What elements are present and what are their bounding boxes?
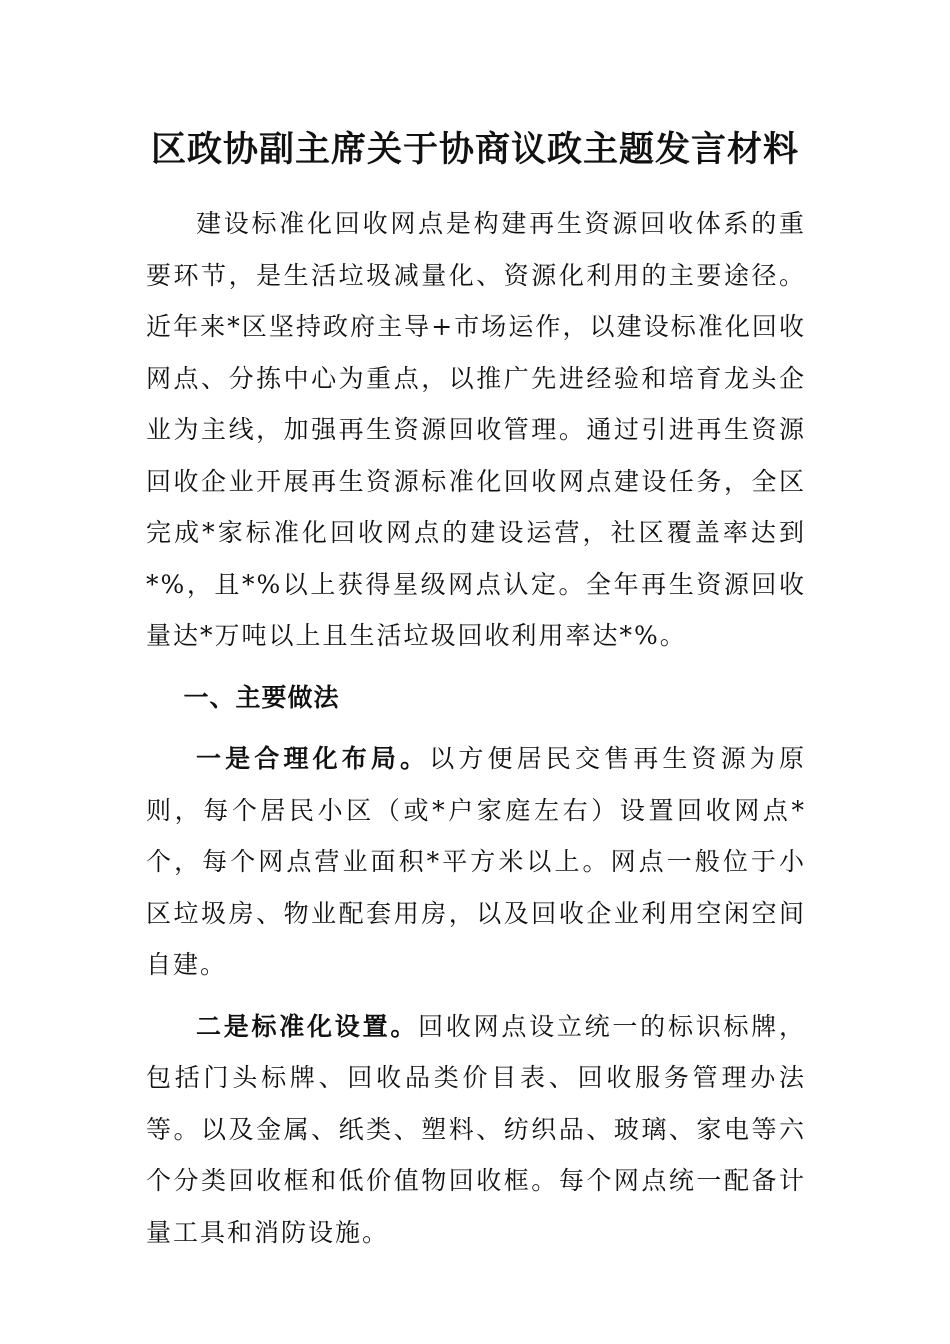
intro-paragraph: 建设标准化回收网点是构建再生资源回收体系的重要环节，是生活垃圾减量化、资源化利用的主要途径。近年来*区坚持政府主导+市场运作，以建设标准化回收网点、分拣中心为重点，以推广先进经验和培育龙头企业为主线，加强再生资源回收管理。通过引进再生资源回收企业开展再生资源标准化回收网点建设任务，全区完成*家标准化回收网点的建设运营，社区覆盖率达到*%，且*%以上获得星级网点认定。全年再生资源回收量达*万吨以上且生活垃圾回收利用率达*%。	[146, 209, 806, 650]
point-text-layout: 以方便居民交售再生资源为原则，每个居民小区（或*户家庭左右）设置回收网点*个，每个网点营业面积*平方米以上。网点一般位于小区垃圾房、物业配套用房，以及回收企业利用空闲空间自建。	[146, 744, 806, 979]
point-lead-layout: 一是合理化布局。	[196, 744, 430, 773]
section-heading-main-practices: 一、主要做法	[183, 682, 340, 712]
point-paragraph-standardization	[146, 1001, 806, 1259]
point-lead-standardization: 二是标准化设置。	[196, 1011, 419, 1041]
document-title: 区政协副主席关于协商议政主题发言材料	[150, 129, 799, 170]
point-paragraph-layout	[146, 733, 806, 991]
point-text-standardization: 回收网点设立统一的标识标牌，包括门头标牌、回收品类价目表、回收服务管理办法等。以及金属、纸类、塑料、纺织品、玻璃、家电等六个分类回收框和低价值物回收框。每个网点统一配备计量工具和消防设施。	[146, 1011, 806, 1247]
document-body	[146, 198, 806, 1258]
